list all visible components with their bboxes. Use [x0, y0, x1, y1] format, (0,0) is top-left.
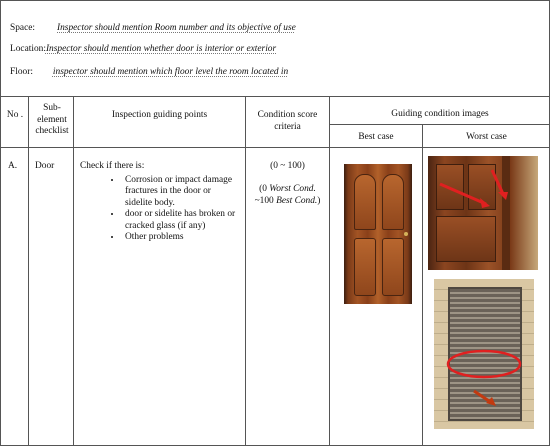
- score-best-label: Best Cond.: [276, 195, 318, 206]
- location-label: Location:: [10, 44, 46, 54]
- header-images: Guiding condition images: [391, 109, 489, 119]
- header-bottom-border: [0, 147, 550, 148]
- score-description: [246, 184, 329, 207]
- row-sub-element: Door: [35, 161, 55, 171]
- col-divider-1: [28, 96, 29, 446]
- score-close: ): [317, 195, 321, 206]
- floor-label: Floor:: [10, 67, 33, 77]
- space-row: [10, 22, 296, 34]
- best-case-door-photo: [344, 164, 412, 304]
- score-worst-label: Worst Cond.: [269, 184, 316, 194]
- point-item: • Corrosion or impact damage fractures in the door or sidelite body.: [122, 175, 240, 210]
- score-range: (0 ~ 100): [270, 161, 305, 171]
- col-divider-2: [73, 96, 74, 446]
- header-best-case: Best case: [358, 132, 394, 142]
- col-divider-4: [329, 96, 330, 446]
- points-list: [98, 175, 240, 244]
- header-score-criteria: Condition score criteria: [257, 110, 318, 132]
- col-divider-5: [422, 124, 423, 446]
- row-number: A.: [8, 161, 18, 171]
- location-row: [10, 43, 276, 55]
- col-divider-3: [245, 96, 246, 446]
- table-top-border: [0, 96, 550, 97]
- floor-value: inspector should mention which floor level the room located in: [52, 67, 289, 77]
- worst-case-door-photo: [428, 156, 538, 270]
- point-item: • Other problems: [122, 232, 240, 244]
- header-guiding-points: Inspection guiding points: [111, 110, 208, 120]
- row-guiding-points: [80, 161, 240, 244]
- point-item: • door or sidelite has broken or cracked glass (if any): [122, 209, 240, 232]
- damage-annotation: [434, 279, 534, 429]
- worst-case-window-photo: [434, 279, 534, 429]
- header-worst-case: Worst case: [466, 132, 507, 142]
- damage-arrows: [428, 156, 538, 270]
- header-no: No .: [6, 110, 24, 120]
- images-subheader-divider: [329, 124, 550, 125]
- space-label: Space:: [10, 23, 35, 33]
- header-sub-element: Sub-element checklist: [35, 103, 69, 136]
- location-value: Inspector should mention whether door is interior or exterior: [45, 44, 277, 54]
- score-sep: ~100: [254, 195, 274, 206]
- floor-row: [10, 66, 288, 78]
- score-open: (0: [259, 184, 267, 194]
- points-intro: Check if there is:: [80, 161, 145, 171]
- space-value: Inspector should mention Room number and its objective of use: [57, 23, 296, 33]
